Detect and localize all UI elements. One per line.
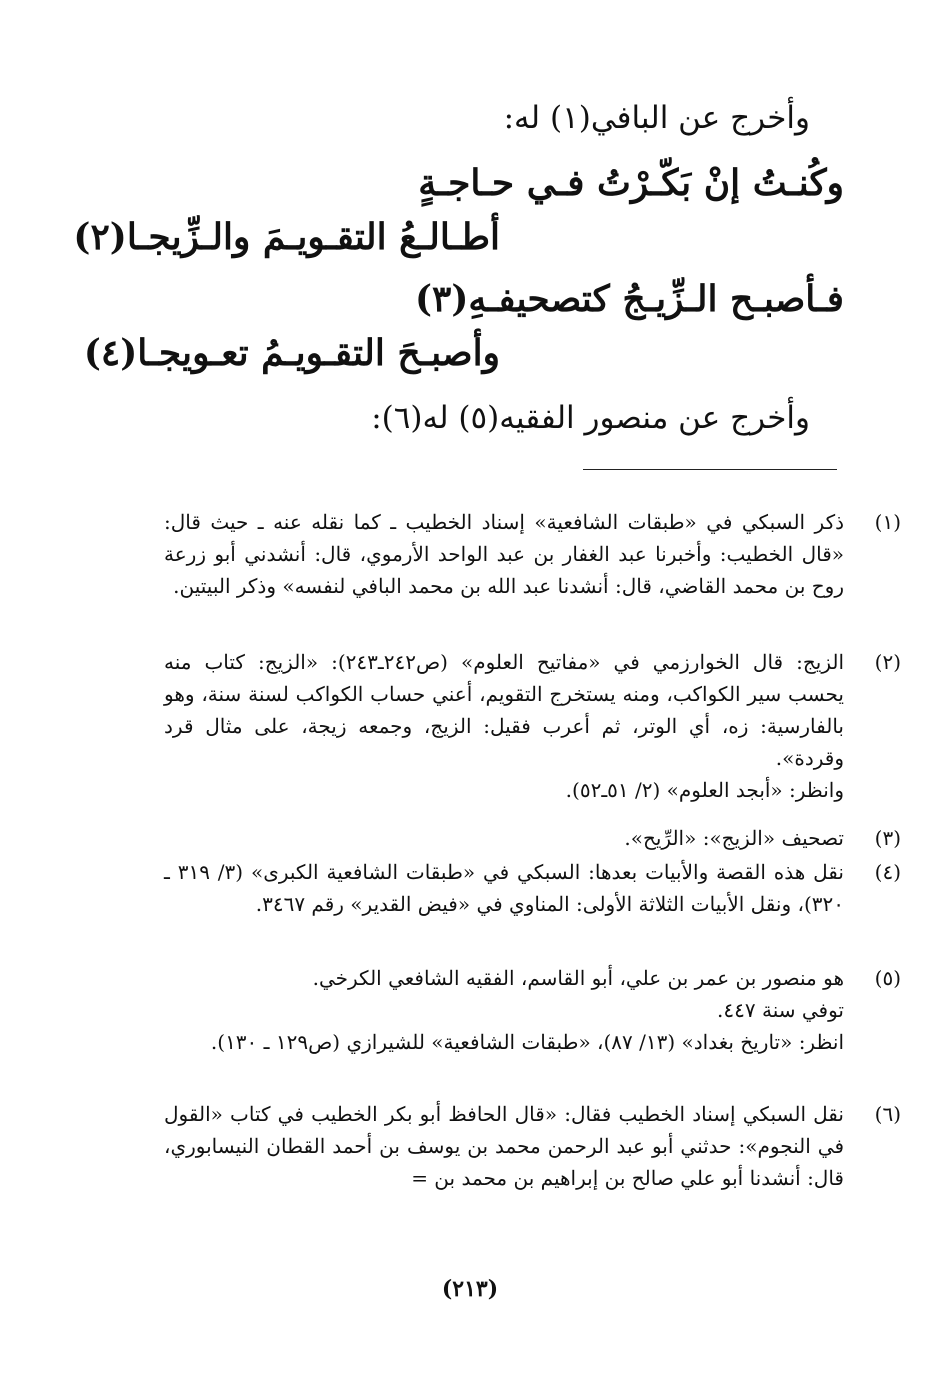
footnote-text: نقل السبكي إسناد الخطيب فقال: «قال الحافظ أبو بكر الخطيب في كتاب «القول في النجوم»: حدثني أبو عبد الرحمن محمد بن يوسف بن أحمد القطان النيسابوري، قال: أنشدنا أبو علي صالح بن إبراهيم بن محمد بن = [164, 1102, 844, 1190]
footnote-6 [164, 1098, 901, 1194]
verse-line-4: وأصبـحَ التقـويـمُ تعـويجـا(٤) [83, 332, 500, 374]
footnote-number: (٦) [874, 1102, 901, 1126]
footnote-1 [164, 506, 901, 602]
intro-line-2: وأخرج عن منصور الفقيه(٥) له(٦): [371, 400, 810, 436]
footnote-separator [583, 469, 837, 470]
footnote-text: وانظر: «أبجد العلوم» (٢/ ٥١ـ٥٢). [565, 778, 844, 802]
footnote-text: تصحيف «الزيج»: «الرِّيح». [624, 826, 844, 850]
footnote-text: الزيج: قال الخوارزمي في «مفاتيح العلوم» (ص٢٤٢ـ٢٤٣): «الزيج: كتاب منه يحسب سير الكواكب، ومنه يستخرج التقويم، أعني حساب الكواكب لسنة سنة، وهو بالفارسية: زه، أي الوتر، ثم أعرب فقيل: الزيج، وجمعه زيجة، على مثال قرد وقردة». [164, 650, 845, 770]
footnote-number: (٥) [874, 966, 901, 990]
footnote-3 [164, 822, 901, 854]
footnote-number: (٢) [874, 650, 901, 674]
footnote-text: هو منصور بن عمر بن علي، أبو القاسم، الفقيه الشافعي الكرخي. [312, 966, 844, 990]
footnote-2 [164, 646, 901, 806]
intro-line-1: وأخرج عن البافي(١) له: [503, 100, 810, 136]
footnote-text: ذكر السبكي في «طبقات الشافعية» إسناد الخطيب ـ كما نقله عنه ـ حيث قال: «قال الخطيب: وأخبرنا عبد الغفار بن عبد الواحد الأرموي، قال: أنشدني أبو زرعة روح بن محمد القاضي، قال: أنشدنا عبد الله بن محمد البافي لنفسه» وذكر البيتين. [164, 510, 844, 598]
footnote-4 [164, 856, 901, 920]
footnote-5 [164, 962, 901, 1058]
footnote-number: (٤) [874, 860, 901, 884]
footnote-text: توفي سنة ٤٤٧. [717, 998, 844, 1022]
verse-line-2: أطـالـعُ التقـويـمَ والـزِّيجـا(٢) [73, 216, 500, 258]
footnote-text: انظر: «تاريخ بغداد» (١٣/ ٨٧)، «طبقات الشافعية» للشيرازي (ص١٢٩ ـ ١٣٠). [210, 1030, 844, 1054]
page-number: (٢١٣) [441, 1276, 499, 1302]
footnote-number: (٣) [874, 826, 901, 850]
footnote-text: نقل هذه القصة والأبيات بعدها: السبكي في «طبقات الشافعية الكبرى» (٣/ ٣١٩ ـ ٣٢٠)، ونقل الأبيات الثلاثة الأولى: المناوي في «فيض القدير» رقم ٣٤٦٧. [164, 860, 844, 916]
verse-line-1: وكُنـتُ إنْ بَكّـرْتُ فـي حـاجـةٍ [418, 162, 844, 204]
verse-line-3: فـأصبـح الـزِّيـجُ كتصحيفـهِ(٣) [415, 278, 844, 320]
footnote-number: (١) [874, 510, 901, 534]
